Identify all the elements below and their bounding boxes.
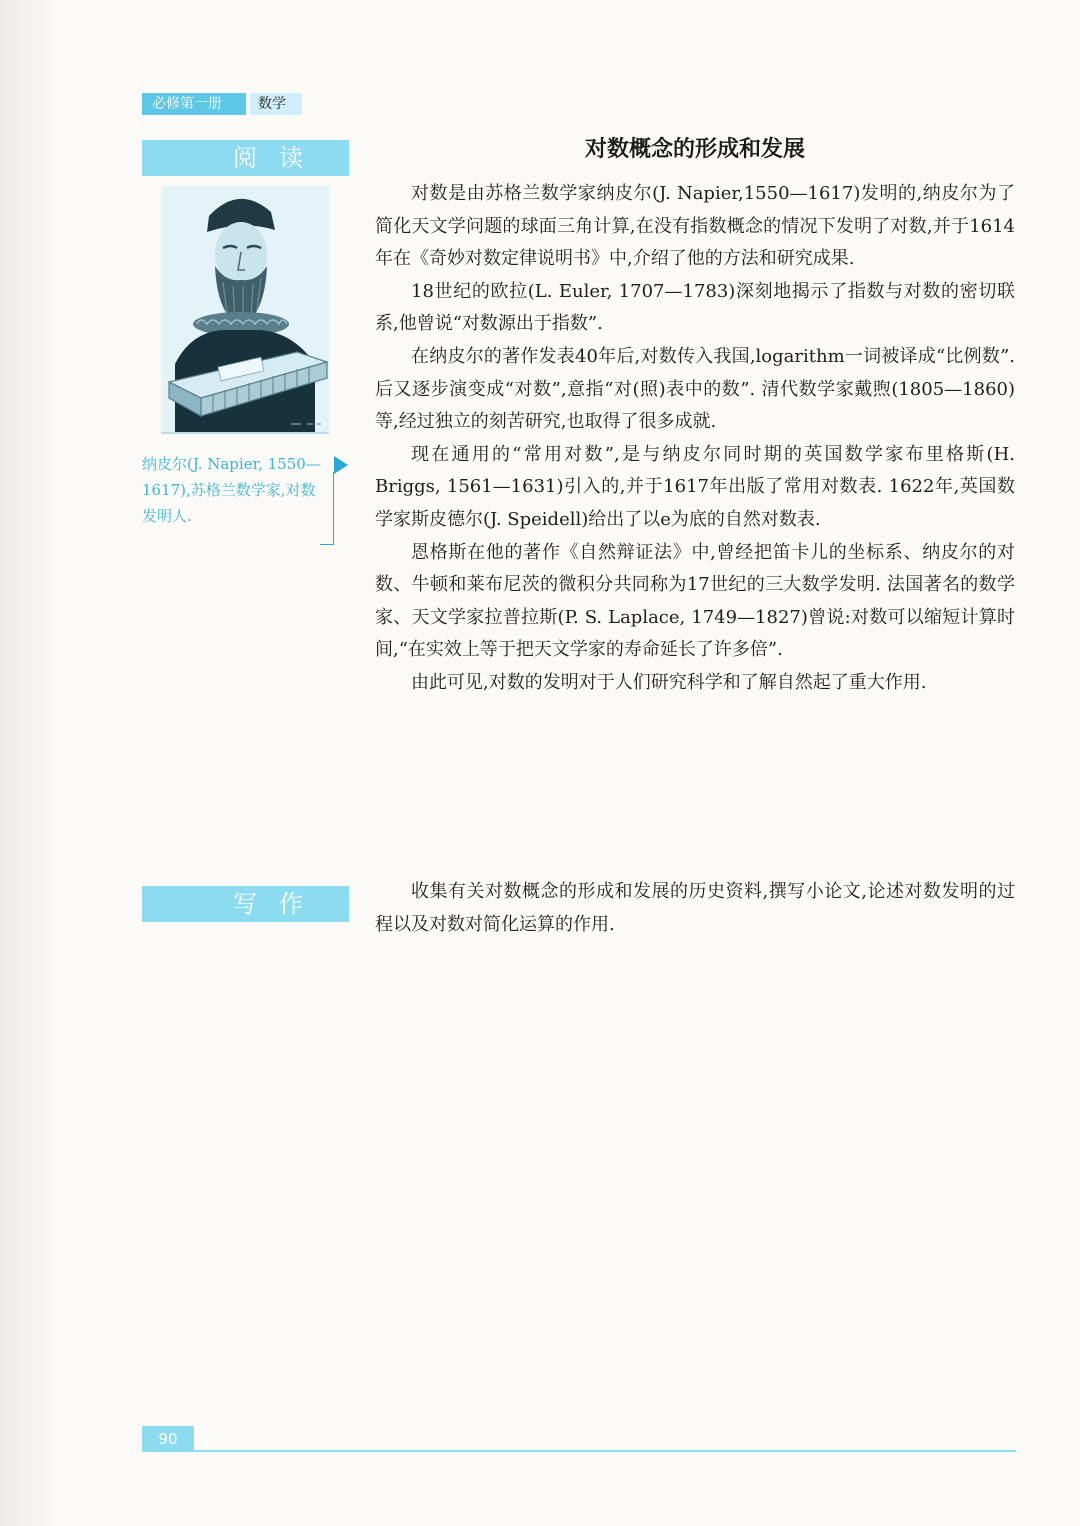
- page-edge-shade: [0, 0, 60, 1526]
- caption-bracket-foot: [320, 544, 334, 545]
- caption-bracket-line: [333, 472, 334, 545]
- running-header: [142, 93, 302, 115]
- article-title: 对数概念的形成和发展: [584, 137, 805, 162]
- article-body: [375, 178, 1015, 700]
- caption-arrow-icon: [334, 456, 348, 474]
- page-number: 90: [142, 1426, 194, 1452]
- paragraph: 对数是由苏格兰数学家纳皮尔(J. Napier,1550—1617)发明的,纳皮尔为了简化天文学问题的球面三角计算,在没有指数概念的情况下发明了对数,并于1614年在《奇妙对数定律说明书》中,介绍了他的方法和研究成果.: [375, 183, 1015, 270]
- footer-rule: [194, 1450, 1016, 1452]
- writing-section-tab: 写作: [142, 886, 349, 922]
- writing-task: [375, 876, 1015, 941]
- portrait-caption: 纳皮尔(J. Napier, 1550—1617),苏格兰数学家,对数发明人.: [142, 455, 321, 525]
- paragraph: 在纳皮尔的著作发表40年后,对数传入我国,logarithm一词被译成“比例数”. 后又逐步演变成“对数”,意指“对(照)表中的数”. 清代数学家戴煦(1805—1860)等,经过独立的刻苦研究,也取得了很多成就.: [375, 345, 1015, 433]
- header-subject-label: 数学: [250, 93, 302, 115]
- paragraph: 现在通用的“常用对数”,是与纳皮尔同时期的英国数学家布里格斯(H. Briggs, 1561—1631)引入的,并于1617年出版了常用对数表. 1622年,英国数学家斯皮德尔(J. Speidell)给出了以e为底的自然对数表.: [375, 443, 1015, 530]
- header-book-label: 必修第一册: [142, 93, 246, 115]
- reading-section-tab: 阅读: [142, 140, 349, 176]
- paragraph: 18世纪的欧拉(L. Euler, 1707—1783)深刻地揭示了指数与对数的密切联系,他曾说“对数源出于指数”.: [375, 280, 1015, 335]
- paragraph: 恩格斯在他的著作《自然辩证法》中,曾经把笛卡儿的坐标系、纳皮尔的对数、牛顿和莱布尼茨的微积分共同称为17世纪的三大数学发明. 法国著名的数学家、天文学家拉普拉斯(P. S. Laplace, 1749—1827)曾说:对数可以缩短计算时间,“在实效上等于把天文学家的寿命延长了许多倍”.: [375, 541, 1015, 661]
- paragraph: 由此可见,对数的发明对于人们研究科学和了解自然起了重大作用.: [411, 671, 927, 693]
- napier-portrait: [161, 186, 329, 434]
- writing-paragraph: 收集有关对数概念的形成和发展的历史资料,撰写小论文,论述对数发明的过程以及对数对简化运算的作用.: [375, 881, 1015, 935]
